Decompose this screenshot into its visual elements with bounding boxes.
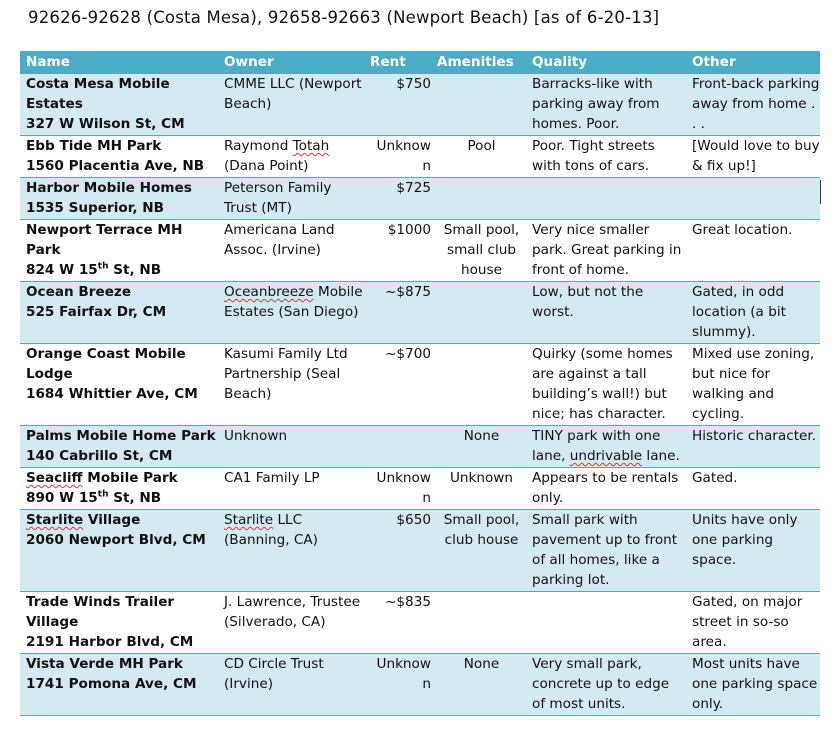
park-name: Ebb Tide MH Park bbox=[26, 138, 162, 154]
amenities-cell bbox=[431, 282, 526, 344]
park-address bbox=[26, 260, 218, 280]
quality-cell: Very nice smaller park. Great parking in front of home. bbox=[526, 220, 686, 282]
amenities-cell: Pool bbox=[431, 136, 526, 178]
park-name-cell bbox=[20, 426, 218, 468]
spelling-error-word[interactable]: Oceanbreeze bbox=[224, 284, 314, 300]
column-header-rent: Rent bbox=[364, 52, 431, 74]
rent-cell: ~$875 bbox=[364, 282, 431, 344]
amenities-cell bbox=[431, 74, 526, 136]
amenities-cell bbox=[431, 178, 526, 220]
amenities-cell: Small pool, small club house bbox=[431, 220, 526, 282]
table-row bbox=[20, 74, 820, 136]
spelling-error-word[interactable]: Totah bbox=[292, 138, 330, 154]
quality-cell: Barracks-like with parking away from homes. Poor. bbox=[526, 74, 686, 136]
rent-cell: $1000 bbox=[364, 220, 431, 282]
owner-cell: J. Lawrence, Trustee (Silverado, CA) bbox=[218, 592, 364, 654]
other-cell: Most units have one parking space only. bbox=[686, 654, 820, 716]
amenities-cell: None bbox=[431, 654, 526, 716]
quality-text: lane. bbox=[642, 448, 680, 464]
park-name: Trade Winds Trailer Village bbox=[26, 594, 175, 630]
quality-cell bbox=[526, 426, 686, 468]
park-name-cell bbox=[20, 220, 218, 282]
park-address: 1560 Placentia Ave, NB bbox=[26, 158, 205, 174]
table-row bbox=[20, 426, 820, 468]
owner-cell: Peterson Family Trust (MT) bbox=[218, 178, 364, 220]
owner-text: Raymond bbox=[224, 138, 293, 154]
spelling-error-word[interactable]: undrivable bbox=[569, 448, 643, 464]
address-text: St, NB bbox=[108, 262, 162, 278]
quality-cell: Low, but not the worst. bbox=[526, 282, 686, 344]
document-title: 92626-92628 (Costa Mesa), 92658-92663 (Newport Beach) [as of 6-20-13] bbox=[28, 8, 660, 27]
park-address: 2191 Harbor Blvd, CM bbox=[26, 634, 194, 650]
quality-cell: Small park with pavement up to front of all homes, like a parking lot. bbox=[526, 510, 686, 592]
rent-cell: Unknown bbox=[364, 654, 431, 716]
owner-cell: CD Circle Trust (Irvine) bbox=[218, 654, 364, 716]
rent-cell: $750 bbox=[364, 74, 431, 136]
park-name: Newport Terrace MH Park bbox=[26, 222, 183, 258]
rent-cell: $725 bbox=[364, 178, 431, 220]
owner-cell: Americana Land Assoc. (Irvine) bbox=[218, 220, 364, 282]
address-text: St, NB bbox=[108, 490, 162, 506]
quality-text: TINY park with one lane, bbox=[532, 428, 661, 464]
park-address: 1684 Whittier Ave, CM bbox=[26, 386, 198, 402]
table-row bbox=[20, 136, 820, 178]
text-cursor bbox=[820, 180, 821, 204]
table-row bbox=[20, 592, 820, 654]
owner-cell: Kasumi Family Ltd Partnership (Seal Beach) bbox=[218, 344, 364, 426]
park-name-cell bbox=[20, 136, 218, 178]
owner-cell bbox=[218, 136, 364, 178]
park-address: 525 Fairfax Dr, CM bbox=[26, 304, 167, 320]
column-header-quality: Quality bbox=[526, 52, 686, 74]
amenities-cell: None bbox=[431, 426, 526, 468]
owner-text: (Dana Point) bbox=[224, 158, 309, 174]
park-name-cell bbox=[20, 74, 218, 136]
owner-text: LLC (Banning, CA) bbox=[224, 512, 318, 548]
other-cell: Front-back parking away from home . . . bbox=[686, 74, 820, 136]
spelling-error-word[interactable]: Starlite bbox=[224, 512, 274, 528]
owner-cell: CMME LLC (Newport Beach) bbox=[218, 74, 364, 136]
table-row bbox=[20, 654, 820, 716]
other-cell: Gated, on major street in so-so area. bbox=[686, 592, 820, 654]
park-address: 1741 Pomona Ave, CM bbox=[26, 676, 197, 692]
other-cell: Gated, in odd location (a bit slummy). bbox=[686, 282, 820, 344]
rent-cell bbox=[364, 426, 431, 468]
spelling-error-word[interactable]: Seacliff bbox=[26, 470, 83, 486]
amenities-cell: Small pool, club house bbox=[431, 510, 526, 592]
amenities-cell bbox=[431, 344, 526, 426]
ordinal-suffix: th bbox=[97, 489, 109, 500]
table-row bbox=[20, 220, 820, 282]
park-address bbox=[26, 488, 218, 508]
table-row bbox=[20, 282, 820, 344]
park-name-cell bbox=[20, 510, 218, 592]
quality-cell: Quirky (some homes are against a tall building’s wall!) but nice; has character. bbox=[526, 344, 686, 426]
park-address: 140 Cabrillo St, CM bbox=[26, 448, 173, 464]
other-cell: Historic character. bbox=[686, 426, 820, 468]
park-name: Palms Mobile Home Park bbox=[26, 428, 216, 444]
column-header-owner: Owner bbox=[218, 52, 364, 74]
rent-cell: ~$700 bbox=[364, 344, 431, 426]
table-row bbox=[20, 344, 820, 426]
park-address: 1535 Superior, NB bbox=[26, 200, 165, 216]
address-text: 890 W 15 bbox=[26, 490, 98, 506]
park-name: Harbor Mobile Homes bbox=[26, 180, 192, 196]
park-name: Costa Mesa Mobile Estates bbox=[26, 76, 170, 112]
table-row bbox=[20, 178, 820, 220]
mobile-home-parks-table bbox=[20, 51, 820, 716]
park-name-cell bbox=[20, 468, 218, 510]
amenities-cell bbox=[431, 592, 526, 654]
park-name-cell bbox=[20, 282, 218, 344]
address-text: 824 W 15 bbox=[26, 262, 98, 278]
rent-cell: $650 bbox=[364, 510, 431, 592]
park-name: Vista Verde MH Park bbox=[26, 656, 183, 672]
owner-cell bbox=[218, 282, 364, 344]
quality-cell bbox=[526, 178, 686, 220]
owner-cell: Unknown bbox=[218, 426, 364, 468]
owner-cell: CA1 Family LP bbox=[218, 468, 364, 510]
other-cell bbox=[686, 178, 820, 220]
other-cell: Mixed use zoning, but nice for walking and cycling. bbox=[686, 344, 820, 426]
park-name-cell bbox=[20, 654, 218, 716]
park-name bbox=[26, 468, 218, 488]
quality-cell bbox=[526, 592, 686, 654]
park-name-cell bbox=[20, 592, 218, 654]
park-name: Ocean Breeze bbox=[26, 284, 132, 300]
rent-cell: ~$835 bbox=[364, 592, 431, 654]
table-row bbox=[20, 468, 820, 510]
park-name-cell bbox=[20, 178, 218, 220]
table-header-row bbox=[20, 52, 820, 74]
rent-cell: Unknown bbox=[364, 136, 431, 178]
other-cell: Units have only one parking space. bbox=[686, 510, 820, 592]
table-row bbox=[20, 510, 820, 592]
quality-cell: Very small park, concrete up to edge of most units. bbox=[526, 654, 686, 716]
park-name-cell bbox=[20, 344, 218, 426]
other-cell: [Would love to buy & fix up!] bbox=[686, 136, 820, 178]
rent-cell: Unknown bbox=[364, 468, 431, 510]
park-name bbox=[26, 510, 218, 530]
quality-cell: Appears to be rentals only. bbox=[526, 468, 686, 510]
spelling-error-word[interactable]: Starlite bbox=[26, 512, 84, 528]
quality-cell: Poor. Tight streets with tons of cars. bbox=[526, 136, 686, 178]
column-header-amenities: Amenities bbox=[431, 52, 526, 74]
park-address: 327 W Wilson St, CM bbox=[26, 116, 185, 132]
owner-text: Mobile Estates (San Diego) bbox=[224, 284, 363, 320]
name-text: Mobile Park bbox=[82, 470, 178, 486]
park-address: 2060 Newport Blvd, CM bbox=[26, 532, 206, 548]
other-cell: Great location. bbox=[686, 220, 820, 282]
owner-cell bbox=[218, 510, 364, 592]
column-header-name: Name bbox=[20, 52, 218, 74]
name-text: Village bbox=[83, 512, 141, 528]
column-header-other: Other bbox=[686, 52, 820, 74]
other-cell: Gated. bbox=[686, 468, 820, 510]
amenities-cell: Unknown bbox=[431, 468, 526, 510]
ordinal-suffix: th bbox=[97, 261, 109, 272]
park-name: Orange Coast Mobile Lodge bbox=[26, 346, 186, 382]
